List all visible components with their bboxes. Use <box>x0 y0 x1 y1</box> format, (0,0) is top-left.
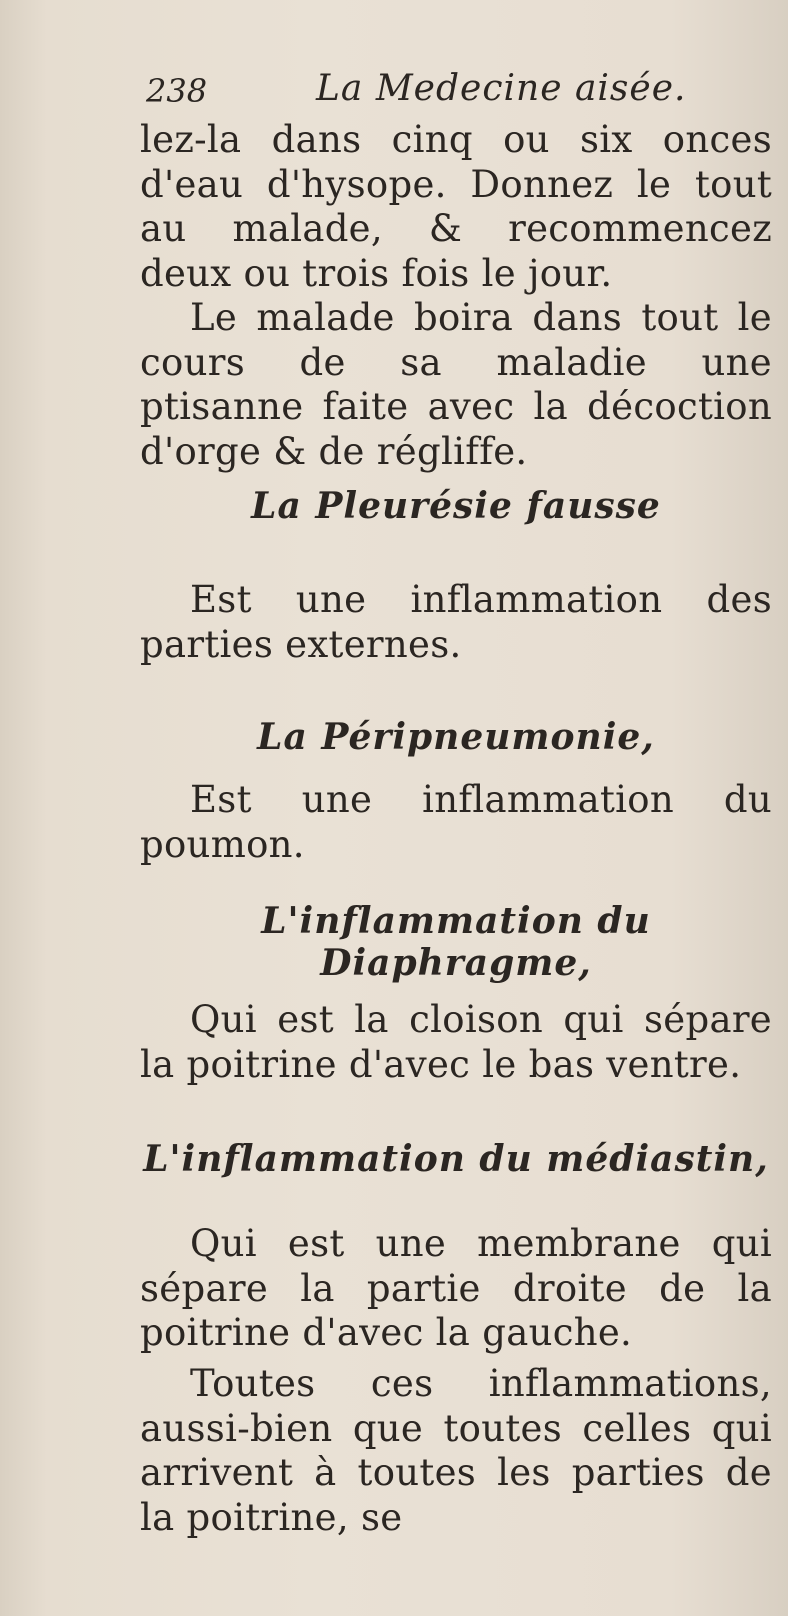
paragraph-peripneumonie <box>140 778 772 867</box>
paragraph-inflammations <box>140 1362 772 1540</box>
page-number: 238 <box>146 72 208 110</box>
running-title: La Medecine aisée. <box>316 68 687 109</box>
running-head <box>142 66 702 116</box>
paragraph: lez-la dans cinq ou six onces d'eau d'hysope. Donnez le tout au malade, & recommencez deux ou trois fois le jour. <box>140 118 772 295</box>
paragraph-mediastin <box>140 1222 772 1356</box>
paragraph: Est une inflammation des parties externes. <box>140 578 772 666</box>
section-heading-mediastin: L'inflammation du médiastin, <box>143 1138 769 1180</box>
paragraph-ptisanne <box>140 296 772 474</box>
paragraph: Est une inflammation du poumon. <box>140 778 772 866</box>
section-heading-diaphragme: L'inflammation du Diaphragme, <box>261 900 651 984</box>
paragraph: Le malade boira dans tout le cours de sa maladie une ptisanne faite avec la décoction d'orge & de régliffe. <box>140 296 772 473</box>
section-heading-peripneumonie: La Péripneumonie, <box>257 716 655 758</box>
paragraph: Qui est la cloison qui sépare la poitrine d'avec le bas ventre. <box>140 998 772 1086</box>
page-edge <box>788 0 800 1616</box>
paragraph: Qui est une membrane qui sépare la partie droite de la poitrine d'avec la gauche. <box>140 1222 772 1354</box>
paragraph: Toutes ces inflammations, aussi-bien que toutes celles qui arrivent à toutes les parties de la poitrine, se <box>140 1362 772 1539</box>
paragraph-diaphragme <box>140 998 772 1087</box>
section-heading-pleuresie-fausse: La Pleurésie fausse <box>251 485 661 527</box>
paragraph-pleuresie <box>140 578 772 667</box>
paragraph-continuation <box>140 118 772 296</box>
